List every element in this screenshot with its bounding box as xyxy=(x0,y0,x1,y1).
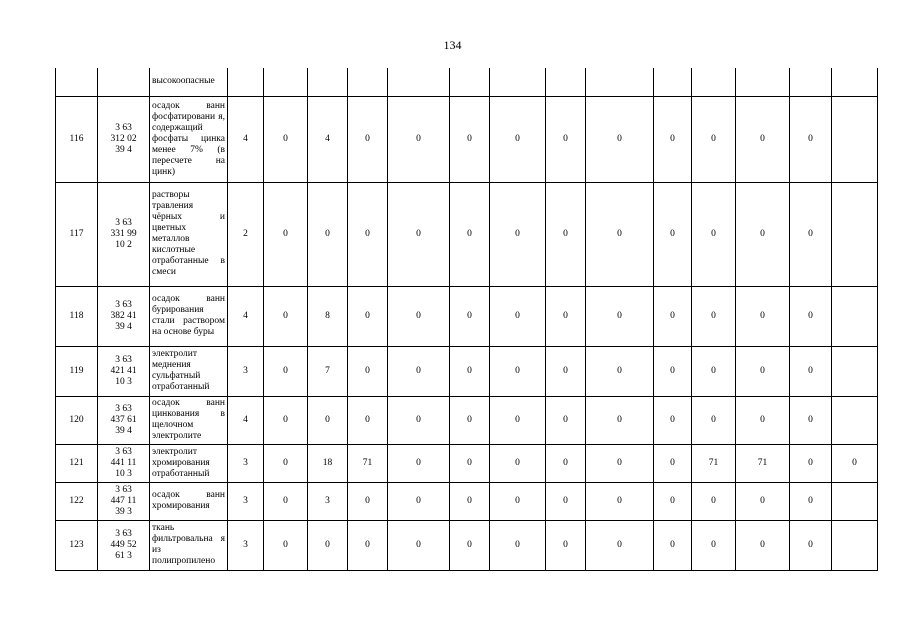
value-cell: 0 xyxy=(264,444,308,482)
value-cell: 0 xyxy=(736,182,790,286)
value-cell: 71 xyxy=(736,444,790,482)
waste-code-cell xyxy=(98,286,150,346)
table-row xyxy=(56,396,878,444)
value-cell: 0 xyxy=(490,96,546,182)
value-cell xyxy=(586,68,654,96)
waste-code-line: 3 63 xyxy=(115,403,132,414)
value-cell: 0 xyxy=(736,520,790,570)
value-cell: 71 xyxy=(692,444,736,482)
row-number-cell: 123 xyxy=(56,520,98,570)
value-cell: 0 xyxy=(264,396,308,444)
value-cell: 4 xyxy=(308,96,348,182)
value-cell: 0 xyxy=(264,520,308,570)
value-cell xyxy=(490,68,546,96)
waste-code-line: 39 4 xyxy=(115,144,132,155)
waste-name-cell: осадок ванн бурирования стали раствором на основе буры xyxy=(150,286,228,346)
value-cell: 0 xyxy=(586,520,654,570)
value-cell xyxy=(692,68,736,96)
value-cell: 0 xyxy=(546,96,586,182)
table-row xyxy=(56,96,878,182)
value-cell: 0 xyxy=(586,96,654,182)
value-cell: 0 xyxy=(450,346,490,396)
value-cell: 0 xyxy=(654,346,692,396)
waste-code-line: 39 3 xyxy=(115,506,132,517)
value-cell: 0 xyxy=(790,396,832,444)
waste-code-line: 39 4 xyxy=(115,425,132,436)
value-cell xyxy=(832,346,878,396)
value-cell: 0 xyxy=(388,396,450,444)
waste-name-cell: ткань фильтровальна я из полипропилено xyxy=(150,520,228,570)
value-cell: 4 xyxy=(228,396,264,444)
value-cell: 0 xyxy=(348,520,388,570)
waste-code-line: 331 99 xyxy=(110,228,137,239)
value-cell: 0 xyxy=(388,482,450,520)
value-cell: 0 xyxy=(490,444,546,482)
value-cell: 0 xyxy=(450,96,490,182)
value-cell: 18 xyxy=(308,444,348,482)
value-cell: 0 xyxy=(308,520,348,570)
waste-code-line: 441 11 xyxy=(110,457,137,468)
value-cell: 0 xyxy=(490,346,546,396)
value-cell: 0 xyxy=(586,396,654,444)
value-cell: 3 xyxy=(228,346,264,396)
waste-name-cell: растворы травления чёрных и цветных металлов кислотные отработанные в смеси xyxy=(150,182,228,286)
waste-code-line: 3 63 xyxy=(115,299,132,310)
waste-code-line: 3 63 xyxy=(115,446,132,457)
value-cell: 0 xyxy=(692,396,736,444)
value-cell: 0 xyxy=(490,520,546,570)
value-cell: 0 xyxy=(490,286,546,346)
waste-code-line: 3 63 xyxy=(115,122,132,133)
waste-code-cell xyxy=(98,96,150,182)
value-cell: 0 xyxy=(654,520,692,570)
value-cell: 0 xyxy=(348,286,388,346)
value-cell: 0 xyxy=(264,96,308,182)
value-cell: 0 xyxy=(264,482,308,520)
value-cell xyxy=(546,68,586,96)
table-row xyxy=(56,482,878,520)
value-cell: 3 xyxy=(228,520,264,570)
row-number-cell xyxy=(56,68,98,96)
waste-code-cell xyxy=(98,396,150,444)
value-cell: 0 xyxy=(450,286,490,346)
value-cell: 0 xyxy=(546,182,586,286)
value-cell: 0 xyxy=(546,444,586,482)
value-cell xyxy=(832,396,878,444)
value-cell: 0 xyxy=(388,346,450,396)
value-cell: 0 xyxy=(490,482,546,520)
value-cell: 0 xyxy=(450,396,490,444)
table-row xyxy=(56,346,878,396)
value-cell: 0 xyxy=(586,346,654,396)
value-cell xyxy=(832,182,878,286)
value-cell xyxy=(832,68,878,96)
waste-code-line: 312 02 xyxy=(110,133,137,144)
value-cell: 0 xyxy=(692,182,736,286)
table-row xyxy=(56,286,878,346)
value-cell: 0 xyxy=(654,444,692,482)
value-cell: 7 xyxy=(308,346,348,396)
value-cell xyxy=(450,68,490,96)
value-cell: 0 xyxy=(832,444,878,482)
waste-code-line: 3 63 xyxy=(115,484,132,495)
value-cell: 0 xyxy=(450,182,490,286)
value-cell: 0 xyxy=(586,286,654,346)
value-cell xyxy=(264,68,308,96)
value-cell: 0 xyxy=(790,520,832,570)
value-cell: 71 xyxy=(348,444,388,482)
value-cell: 0 xyxy=(388,182,450,286)
value-cell: 0 xyxy=(736,286,790,346)
table-row xyxy=(56,444,878,482)
waste-code-cell xyxy=(98,346,150,396)
value-cell: 0 xyxy=(264,346,308,396)
value-cell: 0 xyxy=(308,182,348,286)
waste-code-line: 61 3 xyxy=(115,550,132,561)
value-cell: 0 xyxy=(692,346,736,396)
value-cell xyxy=(832,520,878,570)
value-cell xyxy=(308,68,348,96)
value-cell: 0 xyxy=(790,182,832,286)
waste-table xyxy=(55,68,878,571)
value-cell: 0 xyxy=(790,96,832,182)
value-cell: 0 xyxy=(586,444,654,482)
value-cell xyxy=(832,482,878,520)
value-cell: 0 xyxy=(546,346,586,396)
waste-code-line: 10 3 xyxy=(115,376,132,387)
table-body xyxy=(56,68,878,570)
waste-code-line: 3 63 xyxy=(115,217,132,228)
value-cell: 0 xyxy=(348,96,388,182)
value-cell xyxy=(348,68,388,96)
waste-code-cell xyxy=(98,182,150,286)
value-cell: 4 xyxy=(228,96,264,182)
row-number-cell: 118 xyxy=(56,286,98,346)
value-cell: 0 xyxy=(264,182,308,286)
waste-code-cell xyxy=(98,520,150,570)
value-cell: 0 xyxy=(736,346,790,396)
value-cell: 0 xyxy=(736,96,790,182)
value-cell: 0 xyxy=(586,182,654,286)
value-cell xyxy=(832,96,878,182)
value-cell: 0 xyxy=(654,182,692,286)
waste-code-line: 421 41 xyxy=(110,365,137,376)
waste-code-cell xyxy=(98,68,150,96)
value-cell xyxy=(228,68,264,96)
value-cell: 0 xyxy=(264,286,308,346)
value-cell xyxy=(388,68,450,96)
value-cell: 3 xyxy=(228,482,264,520)
value-cell: 0 xyxy=(490,182,546,286)
value-cell: 0 xyxy=(308,396,348,444)
waste-code-line: 382 41 xyxy=(110,310,137,321)
waste-name-cell: электролит хромирования отработанный xyxy=(150,444,228,482)
value-cell: 4 xyxy=(228,286,264,346)
value-cell xyxy=(832,286,878,346)
value-cell: 0 xyxy=(790,444,832,482)
waste-code-cell xyxy=(98,482,150,520)
waste-name-cell: осадок ванн цинкования в щелочном электролите xyxy=(150,396,228,444)
value-cell: 0 xyxy=(546,396,586,444)
row-number-cell: 122 xyxy=(56,482,98,520)
waste-name-cell: электролит меднения сульфатный отработанный xyxy=(150,346,228,396)
value-cell: 0 xyxy=(388,286,450,346)
value-cell xyxy=(654,68,692,96)
value-cell: 0 xyxy=(790,346,832,396)
value-cell: 8 xyxy=(308,286,348,346)
value-cell: 0 xyxy=(654,396,692,444)
waste-code-line: 437 61 xyxy=(110,414,137,425)
waste-name-cell: осадок ванн хромирования xyxy=(150,482,228,520)
row-number-cell: 120 xyxy=(56,396,98,444)
value-cell: 0 xyxy=(546,482,586,520)
value-cell: 0 xyxy=(692,96,736,182)
value-cell: 0 xyxy=(736,396,790,444)
waste-name-cell: осадок ванн фосфатировани я, содержащий фосфаты цинка менее 7% (в пересчете на цинк) xyxy=(150,96,228,182)
value-cell: 0 xyxy=(348,396,388,444)
table-row-continued xyxy=(56,68,878,96)
value-cell: 2 xyxy=(228,182,264,286)
value-cell: 0 xyxy=(388,96,450,182)
value-cell: 0 xyxy=(388,520,450,570)
value-cell: 0 xyxy=(546,520,586,570)
waste-code-cell xyxy=(98,444,150,482)
value-cell: 0 xyxy=(790,286,832,346)
row-number-cell: 119 xyxy=(56,346,98,396)
waste-code-line: 447 11 xyxy=(110,495,137,506)
table-row xyxy=(56,520,878,570)
value-cell: 0 xyxy=(490,396,546,444)
value-cell: 0 xyxy=(348,182,388,286)
value-cell: 3 xyxy=(308,482,348,520)
row-number-cell: 117 xyxy=(56,182,98,286)
value-cell xyxy=(736,68,790,96)
value-cell: 0 xyxy=(450,444,490,482)
waste-code-line: 10 3 xyxy=(115,468,132,479)
value-cell: 0 xyxy=(654,286,692,346)
row-number-cell: 116 xyxy=(56,96,98,182)
table-row xyxy=(56,182,878,286)
value-cell: 0 xyxy=(388,444,450,482)
value-cell: 0 xyxy=(586,482,654,520)
waste-code-line: 3 63 xyxy=(115,354,132,365)
value-cell: 0 xyxy=(736,482,790,520)
value-cell: 0 xyxy=(546,286,586,346)
value-cell xyxy=(790,68,832,96)
waste-name-cell: высокоопасные xyxy=(150,68,228,96)
value-cell: 0 xyxy=(692,520,736,570)
value-cell: 0 xyxy=(450,482,490,520)
value-cell: 0 xyxy=(654,96,692,182)
value-cell: 0 xyxy=(348,346,388,396)
waste-code-line: 449 52 xyxy=(110,539,137,550)
value-cell: 0 xyxy=(790,482,832,520)
value-cell: 3 xyxy=(228,444,264,482)
row-number-cell: 121 xyxy=(56,444,98,482)
value-cell: 0 xyxy=(348,482,388,520)
page-number: 134 xyxy=(443,38,462,52)
value-cell: 0 xyxy=(450,520,490,570)
value-cell: 0 xyxy=(692,482,736,520)
value-cell: 0 xyxy=(692,286,736,346)
waste-code-line: 3 63 xyxy=(115,528,132,539)
waste-code-line: 39 4 xyxy=(115,321,132,332)
value-cell: 0 xyxy=(654,482,692,520)
waste-code-line: 10 2 xyxy=(115,239,132,250)
